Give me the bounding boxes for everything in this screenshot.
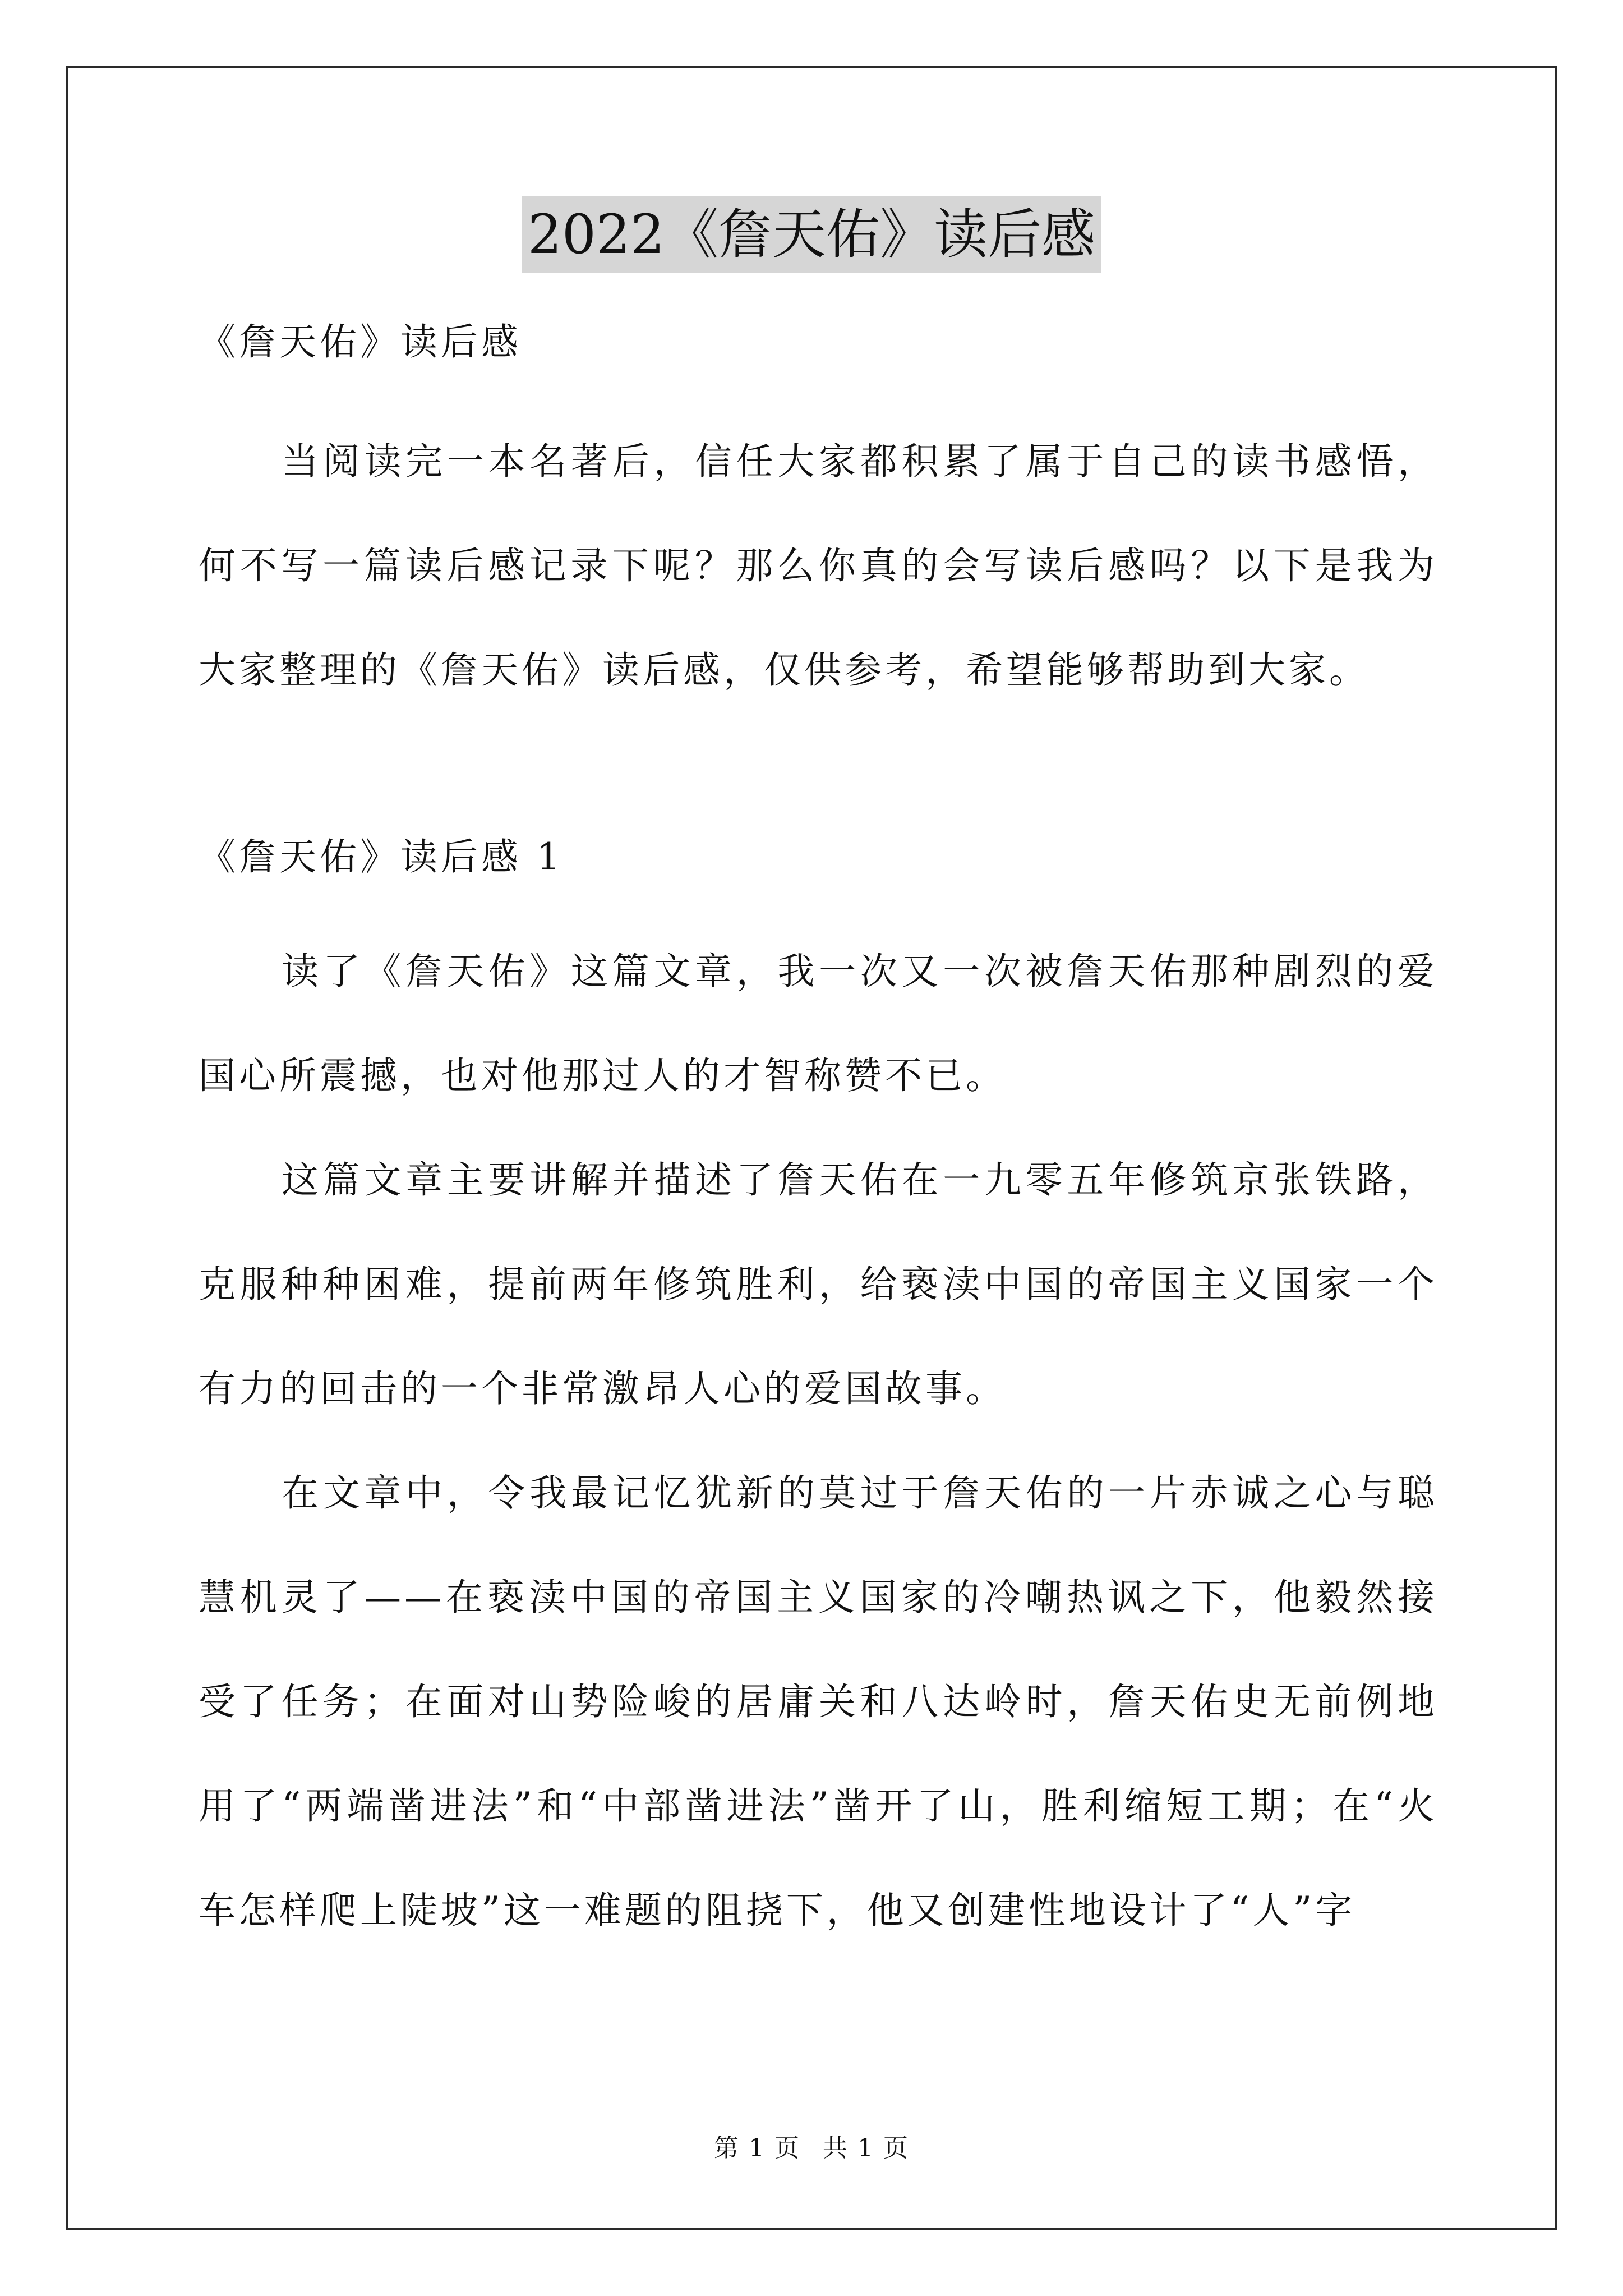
title-container [0,196,1623,273]
page-number-current: 第 1 页 [714,2134,800,2162]
document-body [199,306,1438,1963]
page-footer [0,2132,1623,2165]
section1-paragraph-1: 读了《詹天佑》这篇文章，我一次又一次被詹天佑那种剧烈的爱国心所震撼，也对他那过人的才智称赞不已。 [199,950,1438,1097]
section1-paragraph-2: 这篇文章主要讲解并描述了詹天佑在一九零五年修筑京张铁路，克服种种困难，提前两年修筑胜利，给亵渎中国的帝国主义国家一个有力的回击的一个非常激昂人心的爱国故事。 [199,1158,1438,1410]
section1-heading: 《詹天佑》读后感 1 [199,835,564,878]
section1-paragraph-3: 在文章中，令我最记忆犹新的莫过于詹天佑的一片赤诚之心与聪慧机灵了——在亵渎中国的帝国主义国家的冷嘲热讽之下，他毅然接受了任务；在面对山势险峻的居庸关和八达岭时，詹天佑史无前例地用了“两端凿进法”和“中部凿进法”凿开了山，胜利缩短工期；在“火车怎样爬上陡坡”这一难题的阻挠下，他又创建性地设计了“人”字 [199,1471,1438,1932]
document-title: 2022《詹天佑》读后感 [522,196,1101,273]
intro-heading: 《詹天佑》读后感 [199,320,522,364]
intro-paragraph: 当阅读完一本名著后，信任大家都积累了属于自己的读书感悟，何不写一篇读后感记录下呢？那么你真的会写读后感吗？以下是我为大家整理的《詹天佑》读后感，仅供参考，希望能够帮助到大家。 [199,440,1438,692]
section-gap [199,723,1438,821]
page-number-total: 共 1 页 [823,2134,909,2162]
